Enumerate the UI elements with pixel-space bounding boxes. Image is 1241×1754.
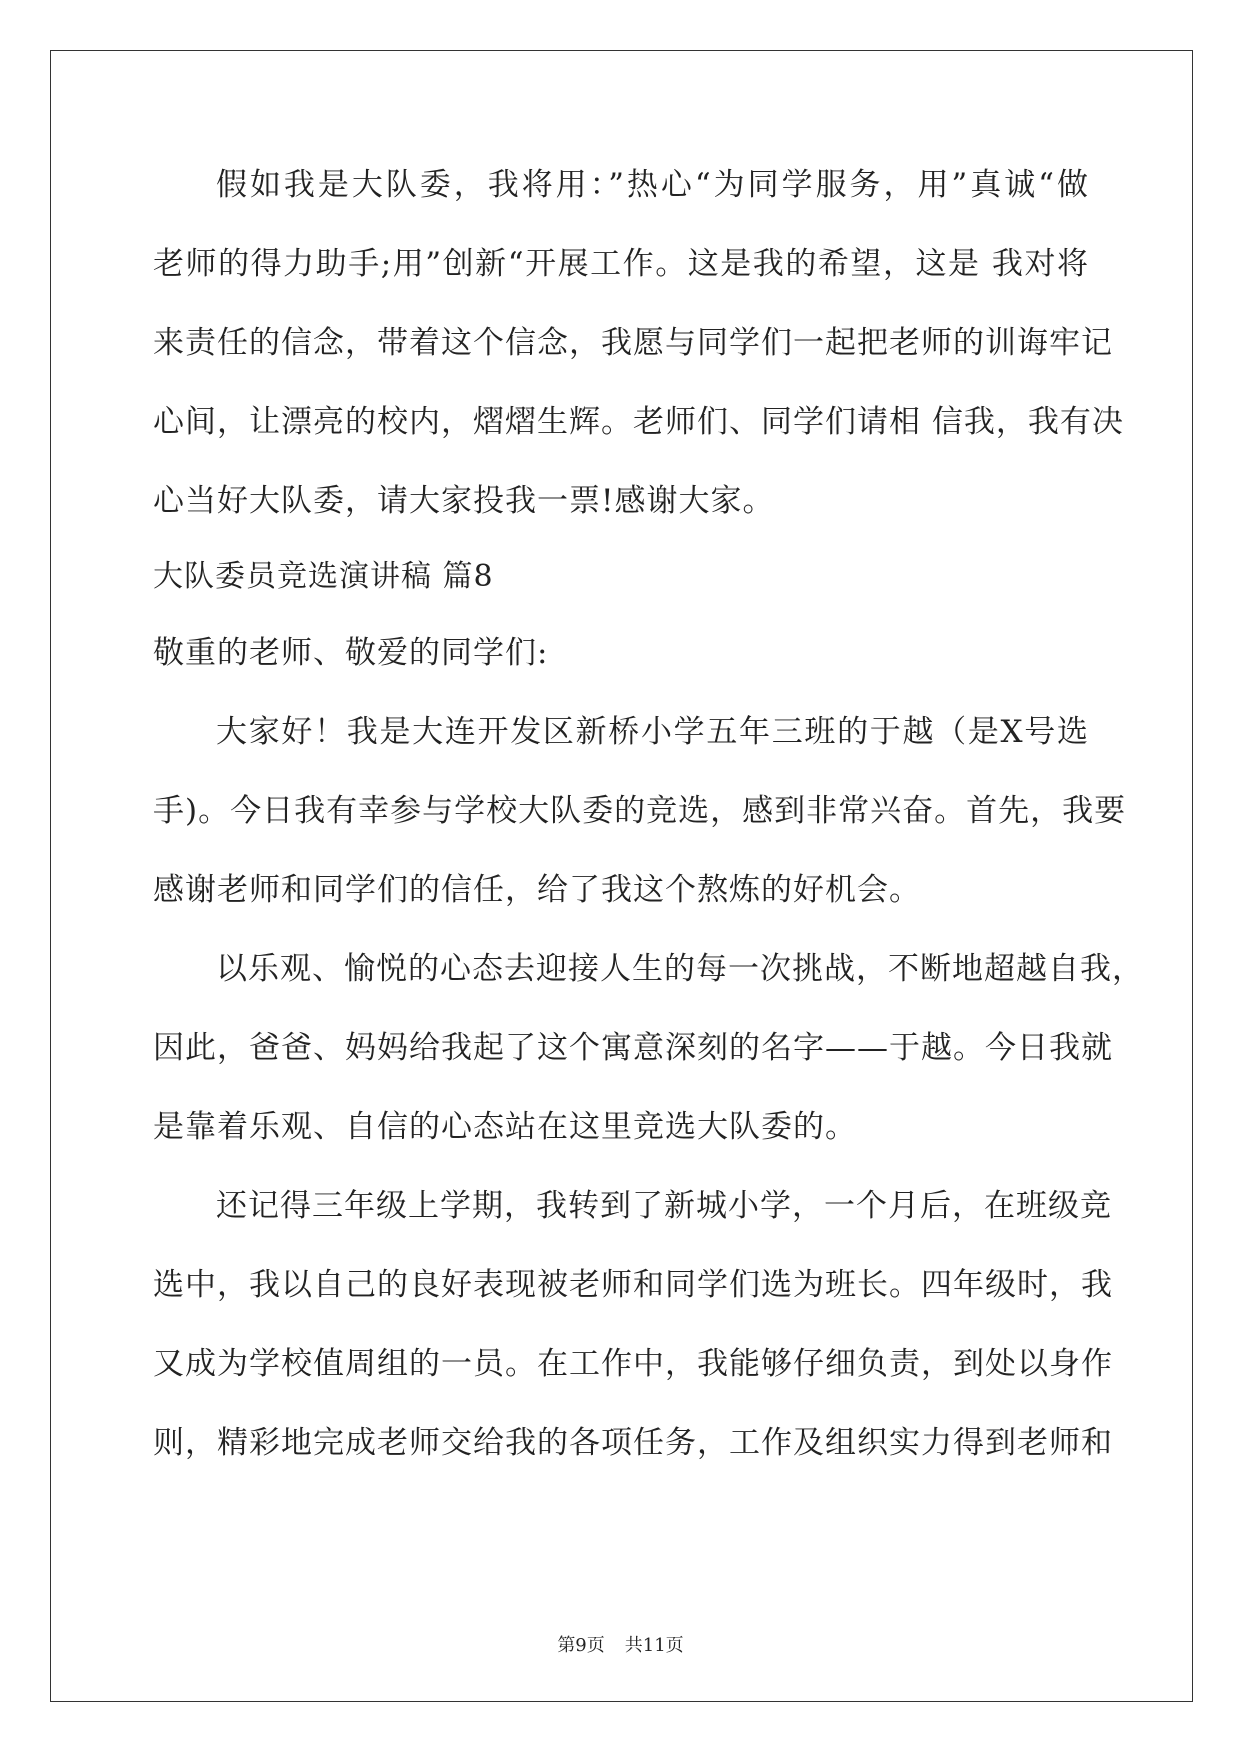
paragraph-line: 手)。今日我有幸参与学校大队委的竞选，感到非常兴奋。首先，我要 [153, 793, 1127, 829]
paragraph-line: 是靠着乐观、自信的心态站在这里竞选大队委的。 [153, 1109, 857, 1145]
salutation: 敬重的老师、敬爱的同学们: [153, 635, 549, 671]
section-heading: 大队委员竞选演讲稿 篇8 [153, 559, 494, 594]
page-number: 第9页 [557, 1635, 605, 1656]
paragraph-line: 则，精彩地完成老师交给我的各项任务，工作及组织实力得到老师和 [153, 1425, 1113, 1461]
paragraph-line: 假如我是大队委，我将用：”热心“为同学服务，用”真诚“做 [216, 167, 1089, 203]
page-footer [0, 1631, 1241, 1657]
paragraph-line: 还记得三年级上学期，我转到了新城小学，一个月后，在班级竞 [216, 1188, 1112, 1224]
paragraph-line: 心当好大队委，请大家投我一票!感谢大家。 [153, 483, 775, 519]
paragraph-line: 感谢老师和同学们的信任，给了我这个熬炼的好机会。 [153, 872, 921, 908]
paragraph-line: 以乐观、愉悦的心态去迎接人生的每一次挑战，不断地超越自我， [216, 951, 1144, 987]
paragraph-line: 心间，让漂亮的校内，熠熠生辉。老师们、同学们请相 信我，我有决 [153, 404, 1124, 440]
page-total: 共11页 [624, 1635, 684, 1656]
paragraph-line: 因此，爸爸、妈妈给我起了这个寓意深刻的名字——于越。今日我就 [153, 1030, 1113, 1066]
paragraph-line: 来责任的信念，带着这个信念，我愿与同学们一起把老师的训诲牢记 [153, 325, 1113, 361]
paragraph-line: 选中，我以自己的良好表现被老师和同学们选为班长。四年级时，我 [153, 1267, 1113, 1303]
paragraph-line: 又成为学校值周组的一员。在工作中，我能够仔细负责，到处以身作 [153, 1346, 1113, 1382]
paragraph-line: 大家好！我是大连开发区新桥小学五年三班的于越（是X号选 [216, 714, 1089, 750]
paragraph-line: 老师的得力助手;用”创新“开展工作。这是我的希望，这是 我对将 [153, 246, 1089, 282]
